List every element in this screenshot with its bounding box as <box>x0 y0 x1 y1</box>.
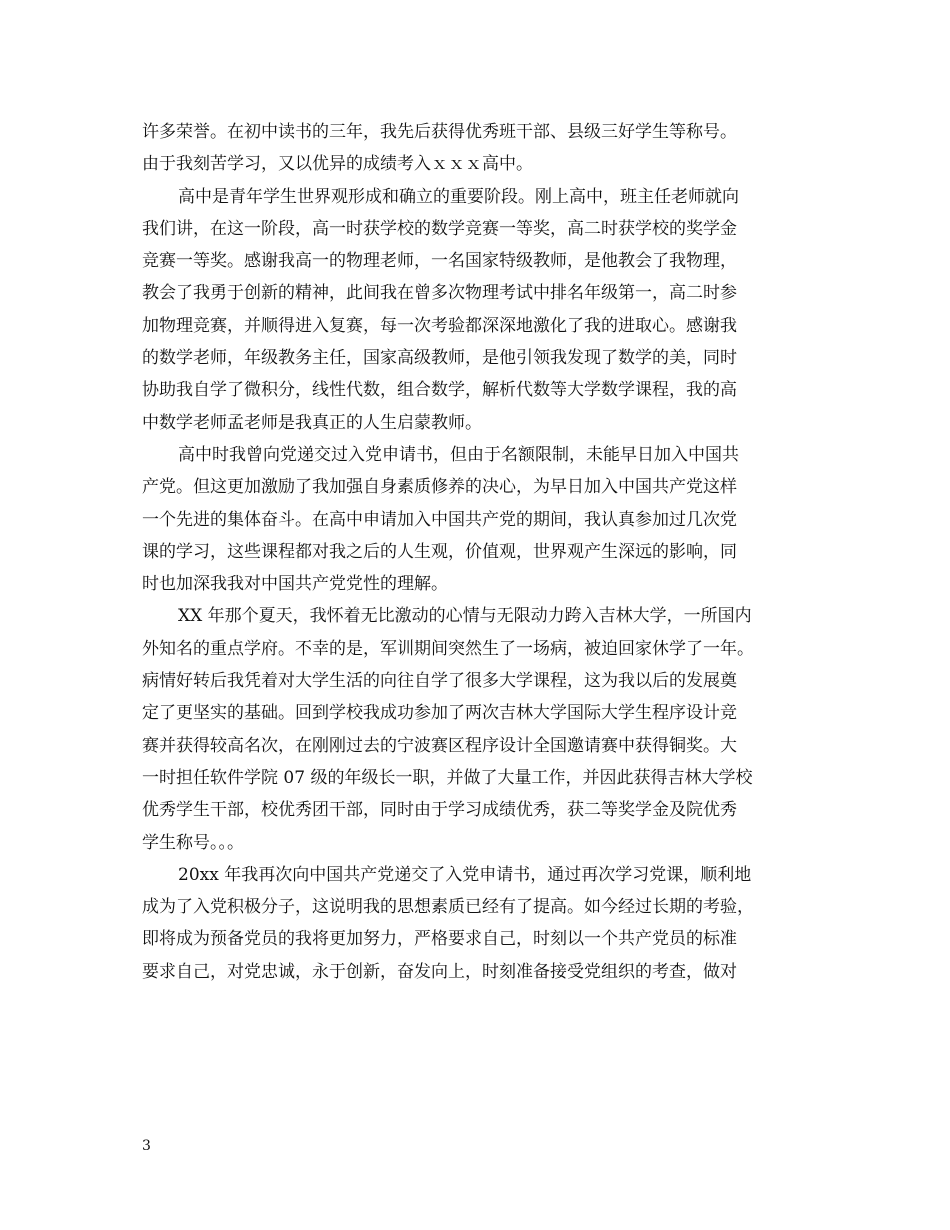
page-number: 3 <box>142 1138 151 1154</box>
paragraph-first-line: 20xx 年我再次向中国共产党递交了入党申请书，通过再次学习党课，顺利地 <box>178 864 752 885</box>
paragraph-first-line: XX 年那个夏天，我怀着无比激动的心情与无限动力跨入吉林大学，一所国内 <box>178 606 752 627</box>
paragraph-first-line: 高中是青年学生世界观形成和确立的重要阶段。刚上高中，班主任老师就向 <box>178 186 739 207</box>
text-line: 时也加深我我对中国共产党党性的理解。 <box>142 574 448 595</box>
text-line: 即将成为预备党员的我将更加努力，严格要求自己，时刻以一个共产党员的标准 <box>142 929 737 950</box>
text-line: 产党。但这更加激励了我加强自身素质修养的决心，为早日加入中国共产党这样 <box>142 477 737 498</box>
text-line: 课的学习，这些课程都对我之后的人生观，价值观，世界观产生深远的影响，同 <box>142 541 737 562</box>
text-line: 我们讲，在这一阶段，高一时获学校的数学竞赛一等奖，高二时获学校的奖学金 <box>142 218 737 239</box>
text-line: 的数学老师，年级教务主任，国家高级教师，是他引领我发现了数学的美，同时 <box>142 348 737 369</box>
text-line: 病情好转后我凭着对大学生活的向往自学了很多大学课程，这为我以后的发展奠 <box>142 671 737 692</box>
text-line: 一个先进的集体奋斗。在高中申请加入中国共产党的期间，我认真参加过几次党 <box>142 509 737 530</box>
text-line: 协助我自学了微积分，线性代数，组合数学，解析代数等大学数学课程，我的高 <box>142 380 737 401</box>
text-line: 中数学老师孟老师是我真正的人生启蒙教师。 <box>142 412 482 433</box>
text-line: 定了更坚实的基础。回到学校我成功参加了两次吉林大学国际大学生程序设计竞 <box>142 703 737 724</box>
text-line: 竞赛一等奖。感谢我高一的物理老师，一名国家特级教师，是他教会了我物理， <box>142 251 737 272</box>
text-line: 外知名的重点学府。不幸的是，军训期间突然生了一场病，被迫回家休学了一年。 <box>142 638 754 659</box>
text-line: 要求自己，对党忠诚，永于创新，奋发向上，时刻准备接受党组织的考查，做对 <box>142 961 737 982</box>
text-line: 赛并获得较高名次，在刚刚过去的宁波赛区程序设计全国邀请赛中获得铜奖。大 <box>142 735 737 756</box>
text-line: 优秀学生干部，校优秀团干部，同时由于学习成绩优秀，获二等奖学金及院优秀 <box>142 800 737 821</box>
paragraph-first-line: 高中时我曾向党递交过入党申请书，但由于名额限制，未能早日加入中国共 <box>178 444 739 465</box>
text-line: 加物理竞赛，并顺得进入复赛，每一次考验都深深地激化了我的进取心。感谢我 <box>142 315 737 336</box>
text-line: 学生称号。。。 <box>142 832 244 853</box>
text-line: 成为了入党积极分子，这说明我的思想素质已经有了提高。如今经过长期的考验， <box>142 897 754 918</box>
text-line: 由于我刻苦学习，又以优异的成绩考入ｘｘｘ高中。 <box>142 154 533 175</box>
text-line: 一时担任软件学院 07 级的年级长一职，并做了大量工作，并因此获得吉林大学校 <box>142 767 753 788</box>
text-line: 教会了我勇于创新的精神，此间我在曾多次物理考试中排名年级第一，高二时参 <box>142 283 737 304</box>
text-line: 许多荣誉。在初中读书的三年，我先后获得优秀班干部、县级三好学生等称号。 <box>142 122 737 142</box>
body-text <box>142 116 832 988</box>
